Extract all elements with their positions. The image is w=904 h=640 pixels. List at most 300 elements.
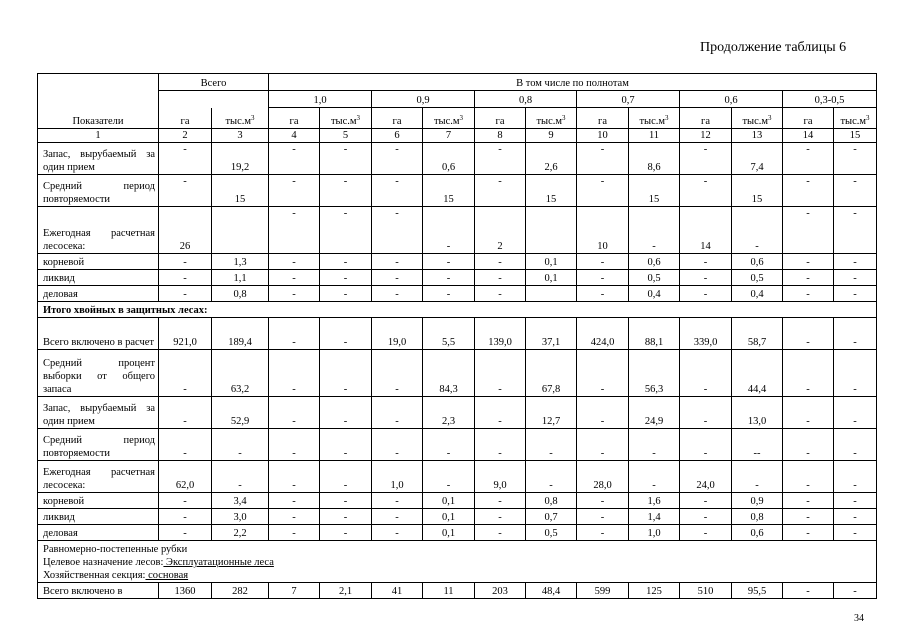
table-cell: -: [834, 286, 877, 302]
table-cell: -: [783, 254, 834, 270]
info-purpose-label: Целевое назначение лесов:: [43, 557, 164, 568]
table-row: [38, 143, 877, 175]
table-cell: [526, 286, 577, 302]
table-cell: -: [320, 397, 372, 429]
table-cell: 125: [629, 583, 680, 599]
table-cell: -: [783, 429, 834, 461]
table-cell: -: [159, 429, 212, 461]
table-cell: -: [423, 270, 475, 286]
unit-thous-m3: [834, 108, 877, 129]
table-cell: 13,0: [732, 397, 783, 429]
table-cell: -: [577, 509, 629, 525]
table-cell: 2,1: [320, 583, 372, 599]
table-cell: -: [834, 429, 877, 461]
table-cell: -: [269, 270, 320, 286]
unit-ha: га: [577, 108, 629, 129]
table-cell: -: [783, 493, 834, 509]
table-cell: -: [320, 429, 372, 461]
row-label: Средний период повторяемости: [38, 175, 159, 207]
table-cell: -: [577, 270, 629, 286]
header-by-density: В том числе по полнотам: [269, 74, 877, 91]
column-number: 1: [38, 129, 159, 143]
column-number: 7: [423, 129, 475, 143]
row-label: корневой: [38, 493, 159, 509]
table-cell: 15: [629, 175, 680, 207]
table-cell: -: [320, 207, 372, 254]
table-cell: -: [834, 397, 877, 429]
table-cell: -: [269, 525, 320, 541]
table-cell: 0,1: [423, 509, 475, 525]
table-cell: -: [475, 175, 526, 207]
unit-superscript: 3: [251, 114, 255, 122]
table-cell: -: [423, 207, 475, 254]
table-cell: 0,6: [732, 254, 783, 270]
table-cell: -: [834, 525, 877, 541]
table-cell: -: [834, 493, 877, 509]
table-cell: -: [783, 350, 834, 397]
unit-ha: га: [372, 108, 423, 129]
table-cell: -: [320, 270, 372, 286]
table-cell: -: [834, 583, 877, 599]
table-cell: -: [212, 461, 269, 493]
unit-label: тыс.м: [433, 116, 460, 127]
table-caption: Продолжение таблицы 6: [700, 40, 847, 55]
table-cell: -: [320, 318, 372, 350]
table-cell: 24,0: [680, 461, 732, 493]
unit-ha: га: [680, 108, 732, 129]
table-cell: 12,7: [526, 397, 577, 429]
unit-thous-m3: [212, 108, 269, 129]
table-cell: 44,4: [732, 350, 783, 397]
column-number: 8: [475, 129, 526, 143]
table-cell: -: [269, 318, 320, 350]
row-label: Средний период повторяемости: [38, 429, 159, 461]
unit-superscript: 3: [459, 114, 464, 122]
table-cell: 0,4: [629, 286, 680, 302]
unit-ha: га: [783, 108, 834, 129]
table-cell: -: [320, 254, 372, 270]
unit-superscript: 3: [768, 114, 772, 122]
table-cell: 0,6: [629, 254, 680, 270]
row-label: Ежегодная расчетная лесосека:: [38, 207, 159, 254]
table-cell: 41: [372, 583, 423, 599]
table-cell: 1,0: [372, 461, 423, 493]
row-label: Запас, вырубаемый за один прием: [38, 397, 159, 429]
table-cell: 0,4: [732, 286, 783, 302]
table-cell: -: [159, 493, 212, 509]
unit-superscript: 3: [356, 114, 361, 122]
table-cell: -: [423, 254, 475, 270]
table-row: [38, 286, 877, 302]
column-number: 10: [577, 129, 629, 143]
table-row: [38, 429, 877, 461]
table-cell: 3,4: [212, 493, 269, 509]
table-cell: -: [269, 254, 320, 270]
table-cell: -: [680, 286, 732, 302]
info-purpose: [43, 556, 874, 569]
table-cell: -: [783, 583, 834, 599]
table-cell: -: [372, 429, 423, 461]
table-cell: -: [372, 254, 423, 270]
table-cell: -: [372, 397, 423, 429]
table-cell: -: [475, 525, 526, 541]
table-cell: 84,3: [423, 350, 475, 397]
table-cell: -: [269, 493, 320, 509]
table-cell: 0,1: [423, 525, 475, 541]
unit-label: тыс.м: [536, 116, 563, 127]
unit-label: тыс.м: [639, 116, 666, 127]
column-number: 6: [372, 129, 423, 143]
table-cell: -: [159, 509, 212, 525]
header-density: 1,0: [269, 91, 372, 108]
table-cell: -: [320, 175, 372, 207]
table-row: [38, 318, 877, 350]
row-label: ликвид: [38, 270, 159, 286]
table-cell: -: [680, 175, 732, 207]
table-cell: --: [732, 429, 783, 461]
table-cell: 2,2: [212, 525, 269, 541]
table-cell: -: [159, 286, 212, 302]
table-cell: -: [269, 175, 320, 207]
unit-label: тыс.м: [742, 116, 769, 127]
info-section: [43, 569, 874, 582]
column-number: 13: [732, 129, 783, 143]
table-cell: -: [577, 143, 629, 175]
unit-thous-m3: [732, 108, 783, 129]
page-number: 34: [854, 613, 864, 624]
unit-thous-m3: [526, 108, 577, 129]
table-cell: 0,7: [526, 509, 577, 525]
table-cell: 921,0: [159, 318, 212, 350]
header-density: 0,7: [577, 91, 680, 108]
table-cell: 0,8: [526, 493, 577, 509]
forest-table: [37, 73, 877, 599]
table-cell: -: [320, 461, 372, 493]
unit-label: тыс.м: [330, 116, 357, 127]
table-cell: -: [783, 397, 834, 429]
table-cell: 7: [269, 583, 320, 599]
table-cell: -: [834, 143, 877, 175]
info-section-label: Хозяйственная секция:: [43, 570, 146, 581]
unit-thous-m3: [423, 108, 475, 129]
table-cell: [212, 207, 269, 254]
row-label: Всего включено в расчет: [38, 318, 159, 350]
table-cell: 0,1: [526, 270, 577, 286]
header-total: Всего: [159, 74, 269, 91]
table-cell: -: [372, 270, 423, 286]
table-cell: 28,0: [577, 461, 629, 493]
column-number: 11: [629, 129, 680, 143]
table-cell: -: [159, 270, 212, 286]
table-cell: -: [526, 429, 577, 461]
header-indicators: Показатели: [38, 74, 159, 129]
table-cell: -: [680, 493, 732, 509]
table-cell: 1,1: [212, 270, 269, 286]
table-cell: -: [834, 207, 877, 254]
table-cell: -: [269, 397, 320, 429]
table-cell: -: [577, 429, 629, 461]
table-row: [38, 583, 877, 599]
table-cell: 0,9: [732, 493, 783, 509]
table-cell: -: [475, 270, 526, 286]
table-cell: 1,0: [629, 525, 680, 541]
table-cell: -: [577, 493, 629, 509]
unit-superscript: 3: [562, 114, 566, 122]
table-cell: -: [320, 509, 372, 525]
table-cell: -: [577, 525, 629, 541]
table-row: [38, 493, 877, 509]
table-cell: -: [372, 509, 423, 525]
table-cell: 58,7: [732, 318, 783, 350]
table-cell: 88,1: [629, 318, 680, 350]
table-cell: -: [680, 397, 732, 429]
table-cell: -: [475, 350, 526, 397]
table-cell: 9,0: [475, 461, 526, 493]
table-cell: -: [783, 525, 834, 541]
table-cell: -: [629, 429, 680, 461]
table-cell: -: [577, 286, 629, 302]
row-label: Запас, вырубаемый за один прием: [38, 143, 159, 175]
table-cell: 0,1: [423, 493, 475, 509]
table-cell: -: [834, 350, 877, 397]
table-cell: 339,0: [680, 318, 732, 350]
column-number: 14: [783, 129, 834, 143]
table-cell: -: [475, 429, 526, 461]
table-cell: -: [269, 350, 320, 397]
table-cell: 0,6: [423, 143, 475, 175]
table-cell: 56,3: [629, 350, 680, 397]
table-cell: -: [372, 175, 423, 207]
table-cell: -: [783, 318, 834, 350]
table-cell: -: [680, 429, 732, 461]
column-number: 5: [320, 129, 372, 143]
table-cell: -: [320, 525, 372, 541]
unit-ha: га: [159, 108, 212, 129]
table-cell: -: [475, 143, 526, 175]
table-cell: -: [577, 254, 629, 270]
table-cell: -: [269, 429, 320, 461]
table-cell: -: [159, 175, 212, 207]
table-cell: 0,5: [526, 525, 577, 541]
table-cell: -: [372, 525, 423, 541]
table-cell: 282: [212, 583, 269, 599]
table-cell: -: [680, 254, 732, 270]
table-row: [38, 397, 877, 429]
table-cell: -: [783, 461, 834, 493]
row-label: деловая: [38, 525, 159, 541]
table-cell: -: [834, 461, 877, 493]
header-density: 0,6: [680, 91, 783, 108]
table-cell: -: [732, 207, 783, 254]
table-row: [38, 525, 877, 541]
table-cell: -: [629, 207, 680, 254]
table-cell: -: [269, 143, 320, 175]
table-row: [38, 270, 877, 286]
table-cell: -: [629, 461, 680, 493]
unit-superscript: 3: [866, 114, 870, 122]
table-cell: 203: [475, 583, 526, 599]
info-section-value: сосновая: [145, 570, 189, 581]
table-row: [38, 461, 877, 493]
header-density: 0,9: [372, 91, 475, 108]
table-cell: 1,6: [629, 493, 680, 509]
row-label: Ежегодная расчетная лесосека:: [38, 461, 159, 493]
table-cell: 1,3: [212, 254, 269, 270]
column-number: 9: [526, 129, 577, 143]
unit-ha: га: [475, 108, 526, 129]
table-cell: -: [577, 350, 629, 397]
table-cell: 15: [212, 175, 269, 207]
table-cell: 24,9: [629, 397, 680, 429]
row-label: корневой: [38, 254, 159, 270]
table-cell: 10: [577, 207, 629, 254]
table-cell: -: [423, 429, 475, 461]
table-cell: -: [159, 143, 212, 175]
column-number: 4: [269, 129, 320, 143]
table-cell: -: [783, 143, 834, 175]
unit-ha: га: [269, 108, 320, 129]
table-cell: -: [783, 175, 834, 207]
table-cell: 15: [526, 175, 577, 207]
unit-label: тыс.м: [840, 116, 867, 127]
unit-thous-m3: [629, 108, 680, 129]
table-cell: 510: [680, 583, 732, 599]
section-info: [38, 541, 877, 583]
table-cell: -: [269, 461, 320, 493]
table-cell: -: [577, 397, 629, 429]
table-cell: -: [372, 493, 423, 509]
table-cell: -: [834, 318, 877, 350]
table-cell: -: [269, 286, 320, 302]
table-cell: -: [475, 397, 526, 429]
table-cell: -: [320, 350, 372, 397]
table-cell: 11: [423, 583, 475, 599]
table-cell: 2,3: [423, 397, 475, 429]
table-cell: 14: [680, 207, 732, 254]
table-cell: 424,0: [577, 318, 629, 350]
table-cell: -: [834, 254, 877, 270]
table-cell: 15: [423, 175, 475, 207]
table-cell: 37,1: [526, 318, 577, 350]
info-purpose-value: Эксплуатационные леса: [163, 557, 274, 568]
table-cell: 189,4: [212, 318, 269, 350]
table-cell: [526, 207, 577, 254]
unit-label: тыс.м: [225, 116, 252, 127]
table-cell: -: [423, 461, 475, 493]
table-cell: -: [577, 175, 629, 207]
table-cell: -: [159, 350, 212, 397]
table-cell: -: [680, 270, 732, 286]
table-cell: 8,6: [629, 143, 680, 175]
table-cell: 0,8: [212, 286, 269, 302]
table-cell: -: [680, 509, 732, 525]
table-row: [38, 207, 877, 254]
table-cell: -: [372, 286, 423, 302]
table-cell: 67,8: [526, 350, 577, 397]
table-cell: 2,6: [526, 143, 577, 175]
table-cell: 1,4: [629, 509, 680, 525]
table-cell: 7,4: [732, 143, 783, 175]
table-cell: 63,2: [212, 350, 269, 397]
row-label: Всего включено в: [38, 583, 159, 599]
table-cell: -: [783, 286, 834, 302]
table-cell: 0,8: [732, 509, 783, 525]
table-cell: 1360: [159, 583, 212, 599]
table-cell: -: [372, 143, 423, 175]
table-row: [38, 350, 877, 397]
table-cell: -: [526, 461, 577, 493]
table-cell: -: [475, 509, 526, 525]
table-cell: -: [159, 254, 212, 270]
column-number: 3: [212, 129, 269, 143]
column-number: 15: [834, 129, 877, 143]
table-cell: 0,6: [732, 525, 783, 541]
header-density: 0,3-0,5: [783, 91, 877, 108]
table-cell: 5,5: [423, 318, 475, 350]
row-label: деловая: [38, 286, 159, 302]
table-cell: -: [834, 175, 877, 207]
table-cell: 62,0: [159, 461, 212, 493]
table-cell: -: [834, 270, 877, 286]
table-cell: -: [269, 207, 320, 254]
table-row: [38, 509, 877, 525]
table-row: [38, 175, 877, 207]
table-cell: 48,4: [526, 583, 577, 599]
table-cell: -: [834, 509, 877, 525]
table-cell: -: [372, 350, 423, 397]
table-cell: 26: [159, 207, 212, 254]
table-cell: -: [159, 397, 212, 429]
column-number: 2: [159, 129, 212, 143]
table-cell: -: [423, 286, 475, 302]
unit-thous-m3: [320, 108, 372, 129]
table-cell: -: [269, 509, 320, 525]
table-cell: 139,0: [475, 318, 526, 350]
header-density: 0,8: [475, 91, 577, 108]
table-cell: -: [320, 493, 372, 509]
info-cut-type: Равномерно-постепенные рубки: [43, 544, 188, 555]
table-cell: -: [320, 143, 372, 175]
table-cell: -: [372, 207, 423, 254]
row-label: ликвид: [38, 509, 159, 525]
table-cell: 19,2: [212, 143, 269, 175]
table-cell: 15: [732, 175, 783, 207]
table-row: [38, 254, 877, 270]
table-cell: -: [475, 286, 526, 302]
table-cell: -: [680, 350, 732, 397]
table-cell: 0,5: [629, 270, 680, 286]
table-cell: -: [212, 429, 269, 461]
table-cell: 52,9: [212, 397, 269, 429]
table-cell: -: [783, 270, 834, 286]
section-title: Итого хвойных в защитных лесах:: [38, 302, 877, 318]
table-cell: 19,0: [372, 318, 423, 350]
table-cell: -: [159, 525, 212, 541]
table-cell: 3,0: [212, 509, 269, 525]
table-cell: -: [680, 143, 732, 175]
row-label: Средний процент выборки от общего запаса: [38, 350, 159, 397]
column-number: 12: [680, 129, 732, 143]
table-cell: -: [475, 254, 526, 270]
table-cell: 599: [577, 583, 629, 599]
table-cell: 95,5: [732, 583, 783, 599]
table-cell: -: [783, 509, 834, 525]
table-cell: -: [680, 525, 732, 541]
table-cell: -: [783, 207, 834, 254]
table-cell: 0,5: [732, 270, 783, 286]
table-cell: 0,1: [526, 254, 577, 270]
table-cell: -: [320, 286, 372, 302]
